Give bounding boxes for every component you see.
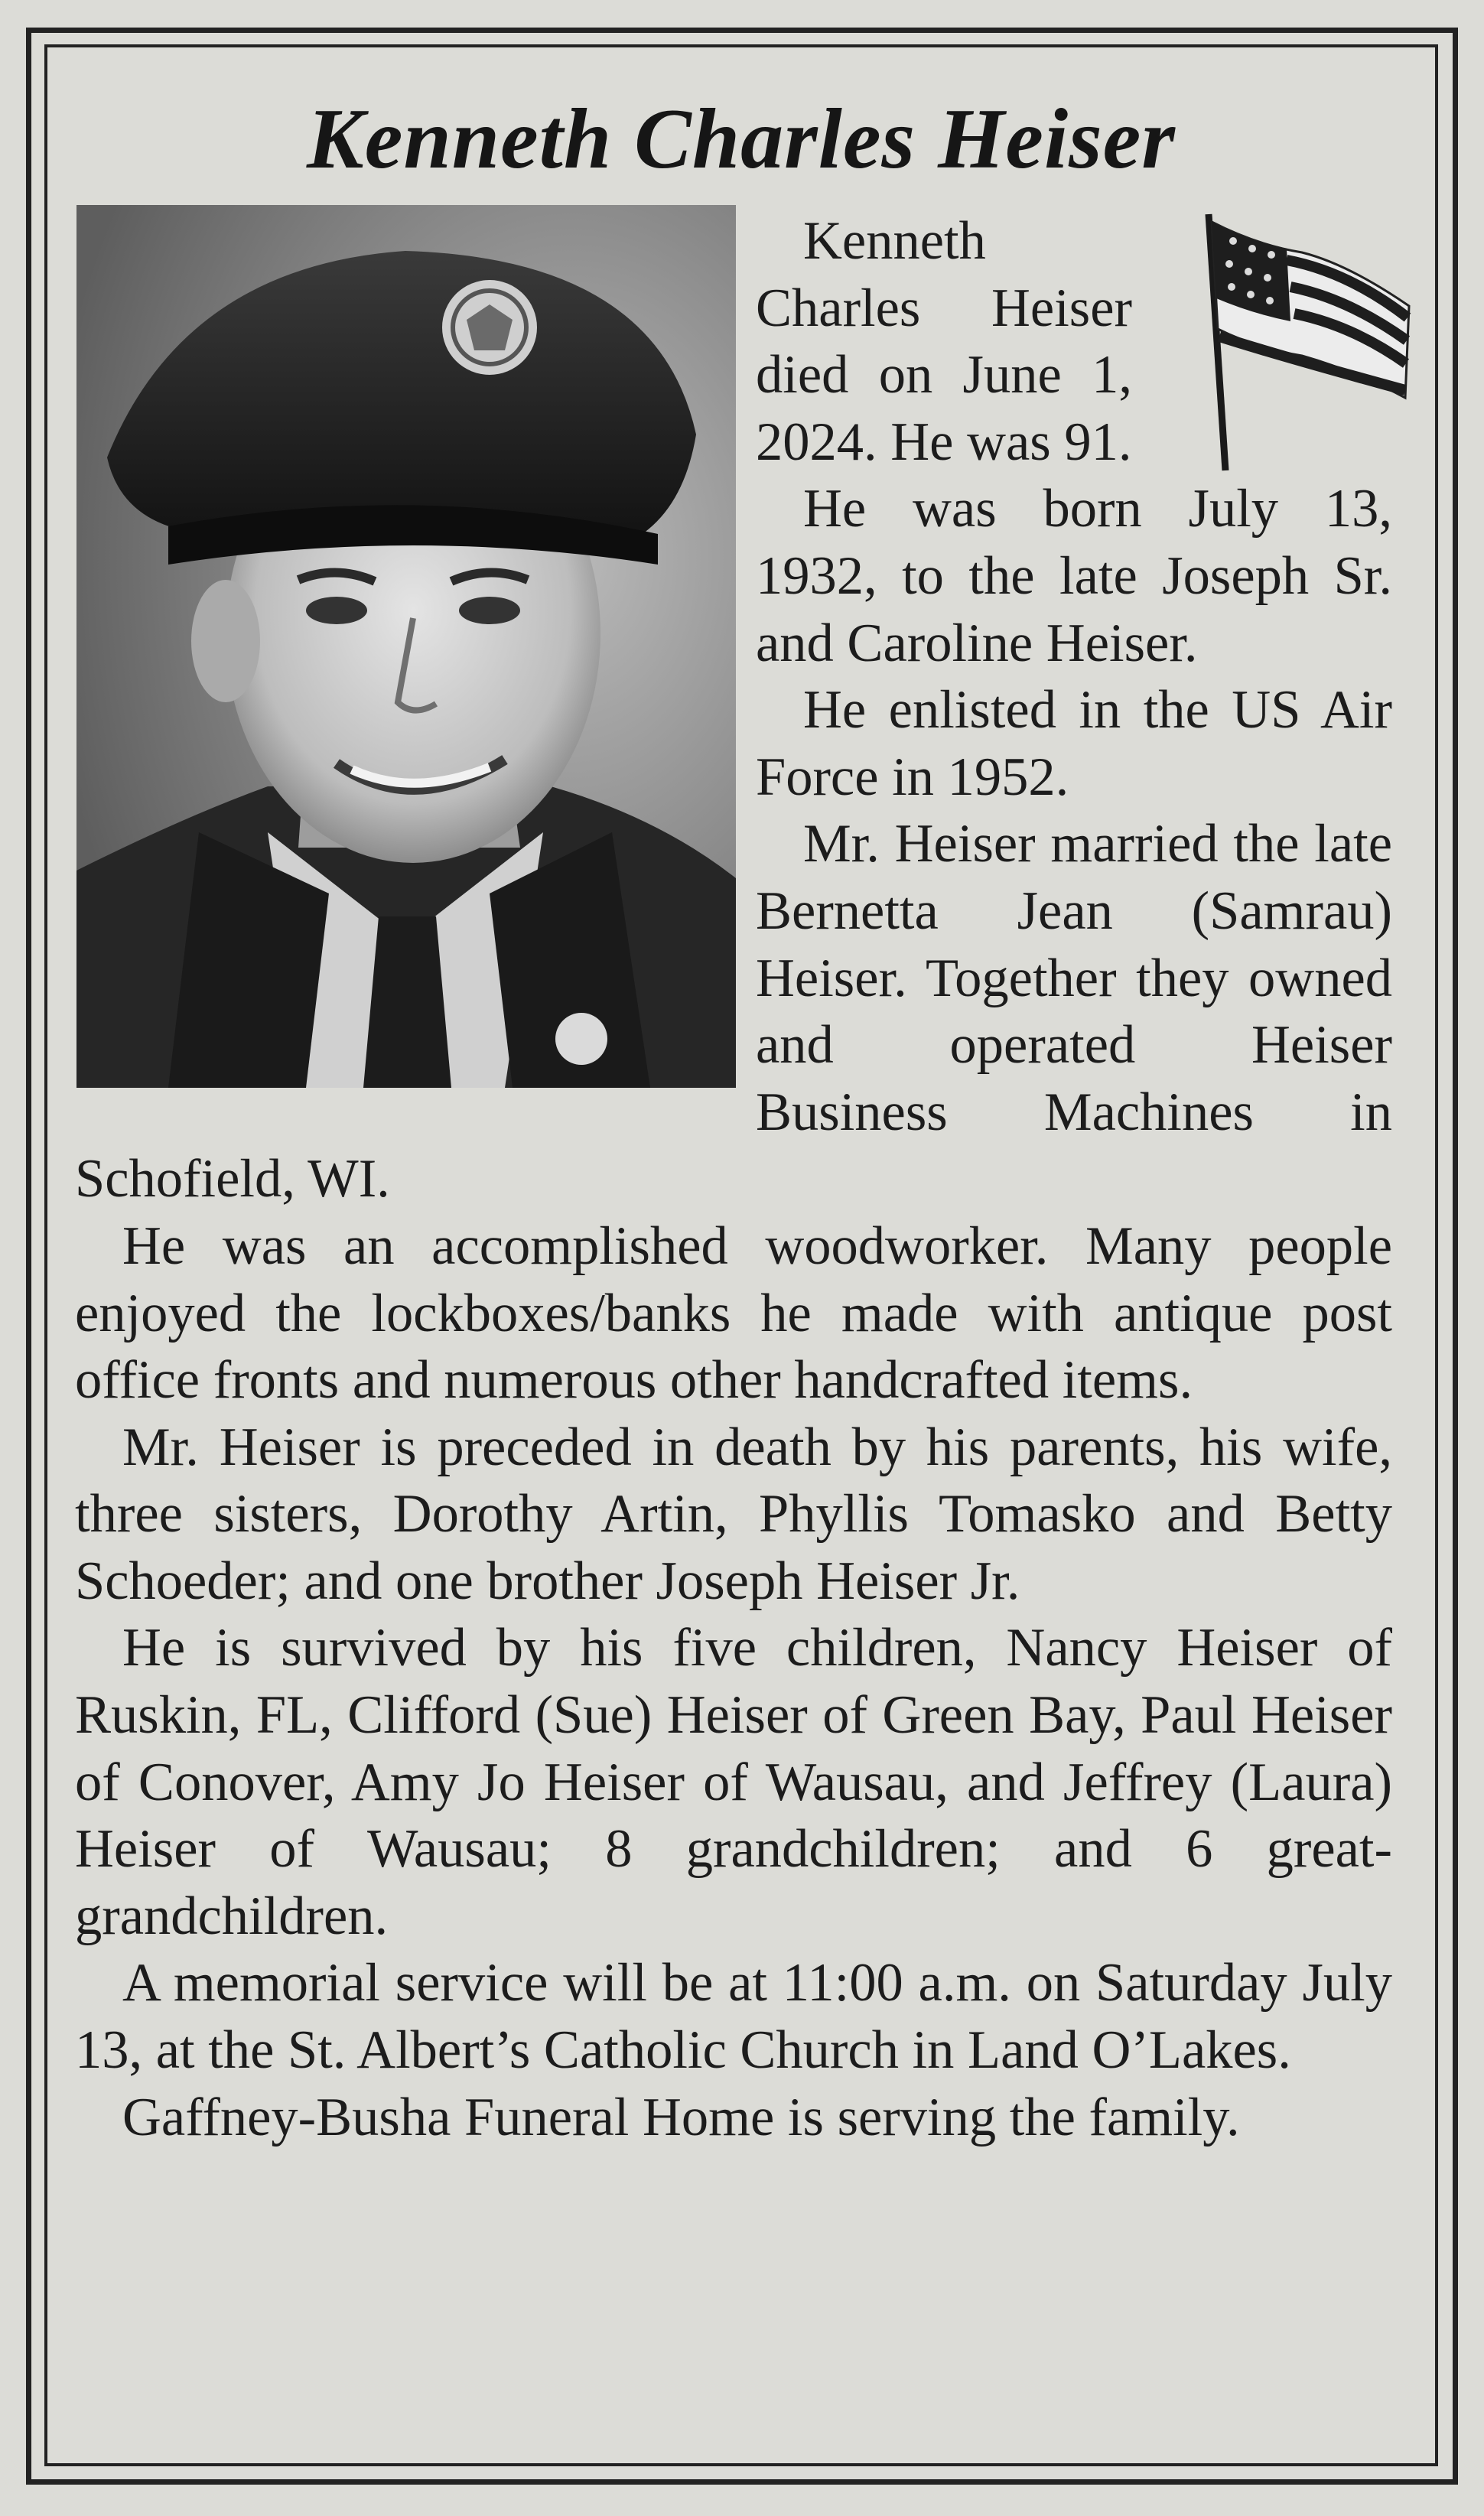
paragraph-survived: He is survived by his five children, Nancy Heiser of Ruskin, FL, Clifford (Sue) Heiser of Green Bay, Paul Heiser of Conover, Amy Jo Heiser of Wausau, and Jeffrey (Laura) Heiser of Wausau; 8 grandchildren; and 6 great- grandchildren.	[75, 1618, 1392, 1946]
paragraph-preceded: Mr. Heiser is preceded in death by his parents, his wife, three sisters, Dorothy Artin, Phyllis Tomasko and Betty Schoeder; and one brother Joseph Heiser Jr.	[75, 1417, 1392, 1611]
obituary-title: Kenneth Charles Heiser	[307, 92, 1176, 187]
paragraph-woodworking: He was an accomplished woodworker. Many people enjoyed the lockboxes/banks he made with antique post office fronts and numerous other handcrafted items.	[75, 1216, 1392, 1411]
obituary-body	[75, 208, 1392, 2151]
paragraph-military: He enlisted in the US Air Force in 1952.	[756, 680, 1392, 807]
paragraph-birth: He was born July 13, 1932, to the late Joseph Sr. and Caroline Heiser.	[756, 479, 1392, 673]
paragraph-service: A memorial service will be at 11:00 a.m. on Saturday July 13, at the St. Albert’s Catholic Church in Land O’Lakes.	[75, 1953, 1392, 2081]
paragraph-marriage: Mr. Heiser married the late Bernetta Jean (Samrau) Heiser. Together they owned and operated Heiser Business Machines in Schofield, WI.	[75, 814, 1392, 1209]
flag-spacer	[1132, 208, 1392, 465]
photo-spacer	[75, 208, 756, 1102]
paragraph-death: Kenneth Charles Heiser died on June 1, 2024. He was 91.	[756, 211, 1132, 472]
paragraph-funeral-home: Gaffney-Busha Funeral Home is serving the family.	[122, 2087, 1240, 2147]
